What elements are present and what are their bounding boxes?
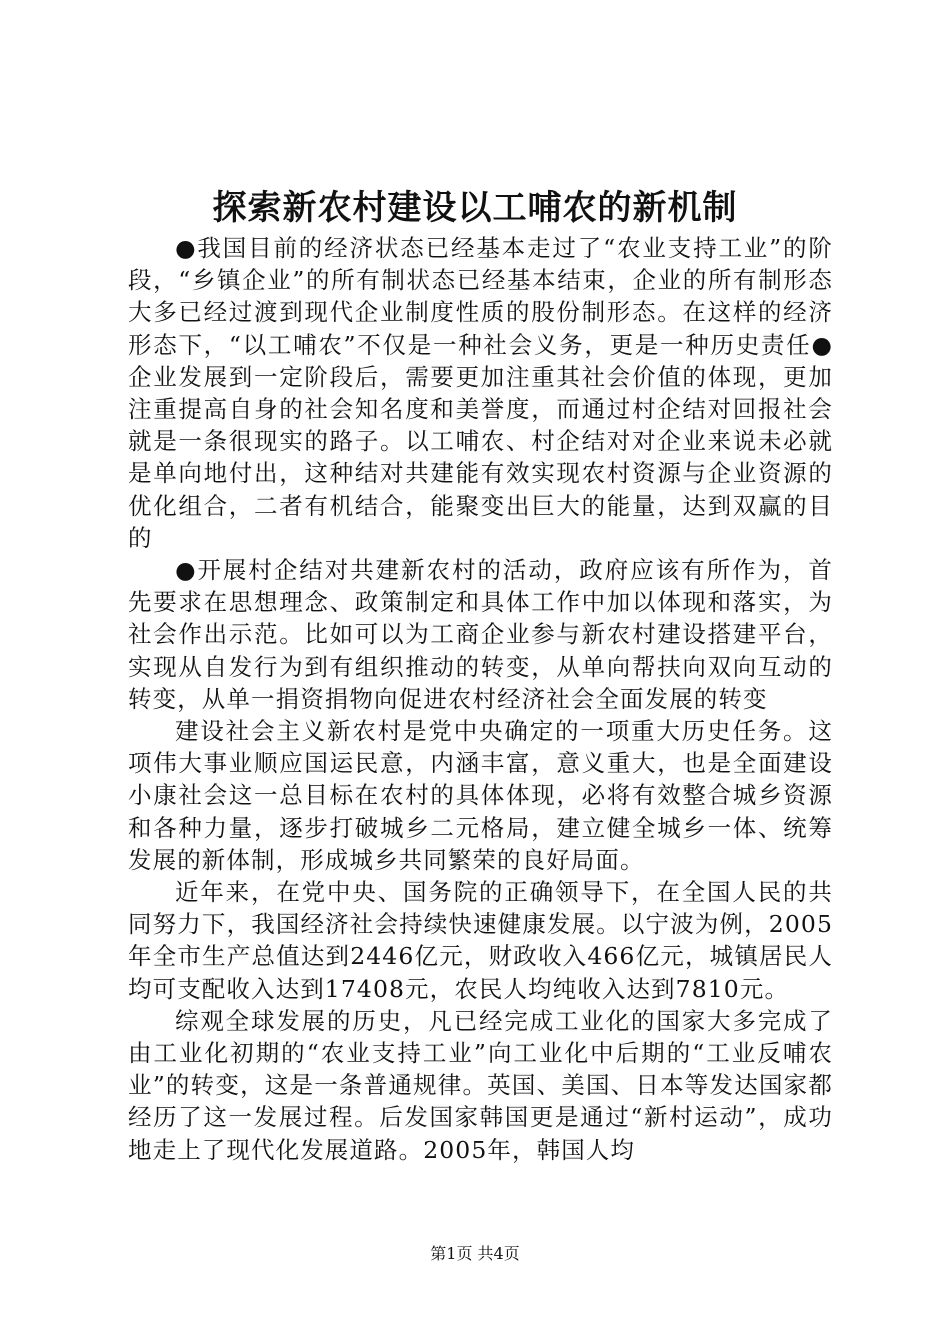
document-title: 探索新农村建设以工哺农的新机制	[212, 188, 738, 228]
paragraph-2: ●开展村企结对共建新农村的活动，政府应该有所作为，首先要求在思想理念、政策制定和具体工作中加以体现和落实，为社会作出示范。比如可以为工商企业参与新农村建设搭建平台，实现从自发行为到有组织推动的转变，从单向帮扶向双向互动的转变，从单一捐资捐物向促进农村经济社会全面发展的转变	[128, 556, 833, 713]
paragraph-3: 建设社会主义新农村是党中央确定的一项重大历史任务。这项伟大事业顺应国运民意，内涵丰富，意义重大，也是全面建设小康社会这一总目标在农村的具体体现，必将有效整合城乡资源和各种力量，逐步打破城乡二元格局，建立健全城乡一体、统筹发展的新体制，形成城乡共同繁荣的良好局面。	[128, 717, 833, 874]
document-body	[128, 232, 833, 1166]
paragraph-4: 近年来，在党中央、国务院的正确领导下，在全国人民的共同努力下，我国经济社会持续快速健康发展。以宁波为例，2005年全市生产总值达到2446亿元，财政收入466亿元，城镇居民人均可支配收入达到17408元，农民人均纯收入达到7810元。	[128, 878, 833, 1003]
page-number-footer: 第1页 共4页	[430, 1244, 520, 1263]
paragraph-1: ●我国目前的经济状态已经基本走过了“农业支持工业”的阶段，“乡镇企业”的所有制状态已经基本结束，企业的所有制形态大多已经过渡到现代企业制度性质的股份制形态。在这样的经济形态下，“以工哺农”不仅是一种社会义务，更是一种历史责任●企业发展到一定阶段后，需要更加注重其社会价值的体现，更加注重提高自身的社会知名度和美誉度，而通过村企结对回报社会就是一条很现实的路子。以工哺农、村企结对对企业来说未必就是单向地付出，这种结对共建能有效实现农村资源与企业资源的优化组合，二者有机结合，能聚变出巨大的能量，达到双赢的目的	[128, 234, 833, 552]
paragraph-5: 综观全球发展的历史，凡已经完成工业化的国家大多完成了由工业化初期的“农业支持工业”向工业化中后期的“工业反哺农业”的转变，这是一条普通规律。英国、美国、日本等发达国家都经历了这一发展过程。后发国家韩国更是通过“新村运动”，成功地走上了现代化发展道路。2005年，韩国人均	[128, 1006, 833, 1164]
